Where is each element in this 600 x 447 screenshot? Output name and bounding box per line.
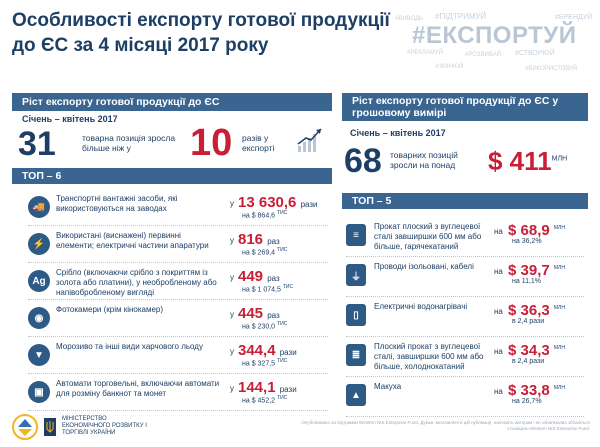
cold-rolled-steel-icon: ≣: [346, 344, 366, 366]
row-divider: [28, 410, 328, 411]
item-prefix: на: [494, 227, 503, 236]
item-value-number: 344,4: [238, 342, 276, 359]
item-value: [508, 262, 565, 279]
item-value: [508, 222, 565, 239]
item-sub: [512, 318, 544, 325]
top6-header-bar: [12, 168, 332, 184]
truck-icon: 🚚: [28, 196, 50, 218]
top5-header-bar: [342, 193, 588, 209]
left-count-text: товарна позиція зросла більше ніж у: [82, 133, 176, 153]
item-value: [508, 382, 565, 399]
item-value-number: 816: [238, 231, 264, 248]
cloud-word: #РОЗВИВАЙ: [465, 52, 501, 58]
item-value: [238, 231, 280, 248]
item-sub: [512, 358, 544, 365]
page-title: Особливості експорту готової продукції до ЄС за 4 місяці 2017 року: [12, 10, 390, 56]
item-sub: [512, 238, 542, 245]
footnote: Опубліковано за підтримки Western NIS Enterprise Fund. Думки, висловлені в цій публікації, належать авторам і не обов'язково збігаються з позицією Western NIS Enterprise Fund.: [301, 420, 590, 431]
right-count-text: товарних позицій зросли на понад: [390, 150, 458, 170]
item-value-number: 449: [238, 268, 264, 285]
item-value-number: 144,1: [238, 379, 276, 396]
row-divider: [346, 256, 584, 257]
item-value: [238, 379, 297, 396]
item-prefix: на: [494, 267, 503, 276]
item-description: Використані (виснажені) первинні елементи; електричні частини апаратури: [56, 231, 209, 250]
cloud-word: #БРЕНДУЙ: [555, 14, 593, 21]
item-sub-text: на 36,2%: [512, 238, 542, 245]
item-value-number: $ 68,9: [508, 222, 550, 239]
vending-machine-icon: ▣: [28, 381, 50, 403]
item-value-unit: МЛН: [553, 305, 565, 311]
item-sub: [242, 247, 287, 256]
item-prefix: у: [230, 199, 234, 208]
item-value: [238, 194, 318, 211]
item-sub-text: на $ 452,2: [242, 397, 276, 405]
item-sub-unit: ТИС: [277, 358, 288, 364]
item-description: Плоский прокат з вуглецевої сталі, завширшки 600 мм або більше, холоднокатаний: [374, 342, 484, 371]
left-header: Ріст експорту готової продукції до ЄС: [22, 96, 220, 108]
item-value-number: $ 33,8: [508, 382, 550, 399]
item-sub-text: на 26,7%: [512, 398, 542, 405]
item-value: [508, 302, 565, 319]
item-sub: [512, 278, 541, 285]
item-value-unit: МЛН: [553, 225, 565, 231]
hashtag-main: #ЕКСПОРТУЙ: [412, 22, 577, 49]
item-value-unit: МЛН: [553, 265, 565, 271]
item-value: [238, 305, 280, 322]
cloud-word: #РЕКЛАМУЙ: [407, 50, 443, 56]
row-divider: [28, 373, 328, 374]
left-times: 10: [190, 122, 233, 164]
right-amount-unit: МЛН: [551, 155, 568, 163]
row-divider: [346, 376, 584, 377]
item-sub-text: на $ 327,5: [242, 360, 276, 368]
item-value-number: $ 34,3: [508, 342, 550, 359]
item-value-unit: раз: [267, 274, 280, 283]
item-sub-text: на $ 269,4: [242, 249, 276, 257]
left-times-text: разів у експорті: [242, 133, 275, 153]
item-value-unit: рази: [279, 385, 297, 394]
item-prefix: у: [230, 347, 234, 356]
item-description: Срібло (включаючи срібло з покриттям із золота або платини), у необробленому або напівобробленому вигляді: [56, 268, 217, 297]
cloud-word: #ВИКОРИСТОВУЙ: [525, 66, 578, 72]
cloud-word: #СТВОРЮЙ: [515, 50, 555, 57]
item-description: Прокат плоский з вуглецевої сталі завширшки 600 мм або більше, гарячекатаний: [374, 222, 482, 251]
growth-chart-icon: [296, 126, 324, 154]
row-divider: [28, 225, 328, 226]
row-divider: [28, 262, 328, 263]
item-value-unit: рази: [279, 348, 297, 357]
silver-icon: Ag: [28, 270, 50, 292]
item-value-unit: МЛН: [553, 345, 565, 351]
ice-cream-icon: ▼: [28, 344, 50, 366]
plug-icon: ⏚: [346, 264, 366, 286]
trident-icon: [44, 418, 56, 436]
item-sub-text: в 2,4 рази: [512, 318, 545, 325]
item-description: Макуха: [374, 382, 402, 391]
item-sub: [242, 284, 293, 293]
row-divider: [28, 299, 328, 300]
item-sub-text: в 2,4 рази: [512, 358, 545, 365]
item-prefix: у: [230, 236, 234, 245]
item-prefix: у: [230, 273, 234, 282]
item-sub: [242, 358, 287, 367]
item-value-unit: раз: [267, 237, 280, 246]
flour-icon: ▲: [346, 384, 366, 406]
item-sub-unit: ТИС: [277, 395, 288, 401]
item-description: Електричні водонагрівачі: [374, 302, 468, 311]
ministry-name: МІНІСТЕРСТВО ЕКОНОМІЧНОГО РОЗВИТКУ І ТОРГІВЛІ УКРАЇНИ: [62, 416, 147, 436]
steel-sheet-icon: ≡: [346, 224, 366, 246]
item-sub-unit: ТИС: [277, 321, 288, 327]
water-heater-icon: ▯: [346, 304, 366, 326]
row-divider: [28, 336, 328, 337]
row-divider: [346, 336, 584, 337]
item-description: Автомати торговельні, включаючи автомати для розміну банкнот та монет: [56, 379, 220, 398]
item-prefix: у: [230, 384, 234, 393]
item-sub-unit: ТИС: [277, 210, 288, 216]
item-sub: [242, 321, 287, 330]
item-description: Транспортні вантажні засоби, які використовуються на заводах: [56, 194, 178, 213]
item-sub-text: на $ 864,6: [242, 212, 276, 220]
row-divider: [346, 296, 584, 297]
battery-icon: ⚡: [28, 233, 50, 255]
item-prefix: на: [494, 347, 503, 356]
item-value-number: 13 630,6: [238, 194, 297, 211]
item-value-number: $ 39,7: [508, 262, 550, 279]
right-period: Січень – квітень 2017: [350, 128, 446, 138]
top6-header: ТОП – 6: [22, 170, 62, 182]
item-sub-text: на $ 230,0: [242, 323, 276, 331]
item-sub: [242, 395, 287, 404]
item-value: [238, 268, 280, 285]
item-sub-unit: ТИС: [277, 247, 288, 253]
right-amount: [488, 148, 567, 174]
left-header-bar: [12, 93, 332, 111]
cloud-word: #ПІДТРИМУЙ: [435, 12, 487, 21]
row-divider: [346, 416, 584, 417]
right-header: Ріст експорту готової продукції до ЄС у грошовому вимірі: [352, 95, 559, 119]
item-sub-text: на 11,1%: [512, 278, 542, 285]
item-value-number: $ 36,3: [508, 302, 550, 319]
cloud-word: #ЗМІНЮЙ: [435, 64, 464, 70]
item-value-unit: рази: [300, 200, 318, 209]
item-description: Проводи ізольовані, кабелі: [374, 262, 474, 271]
item-value-unit: МЛН: [553, 385, 565, 391]
camera-icon: ◉: [28, 307, 50, 329]
item-sub-unit: ТИС: [282, 284, 294, 290]
item-sub: [512, 398, 542, 405]
item-description: Морозиво та інші види харчового льоду: [56, 342, 203, 351]
cloud-word: #ВИВОДЬ: [395, 16, 423, 22]
top5-header: ТОП – 5: [352, 195, 392, 207]
item-value: [508, 342, 565, 359]
left-count: 31: [18, 125, 56, 163]
right-amount-value: $ 411: [488, 146, 552, 176]
item-value: [238, 342, 297, 359]
item-prefix: на: [494, 307, 503, 316]
item-prefix: у: [230, 310, 234, 319]
item-sub-text: на $ 1 074,5: [242, 286, 281, 294]
item-prefix: на: [494, 387, 503, 396]
left-period: Січень – квітень 2017: [22, 114, 118, 124]
item-value-number: 445: [238, 305, 264, 322]
item-value-unit: раз: [267, 311, 280, 320]
right-header-bar: [342, 93, 588, 121]
right-count: 68: [344, 142, 382, 180]
item-description: Фотокамери (крім кінокамер): [56, 305, 164, 314]
ministry-logo: [12, 414, 38, 440]
item-sub: [242, 210, 287, 219]
